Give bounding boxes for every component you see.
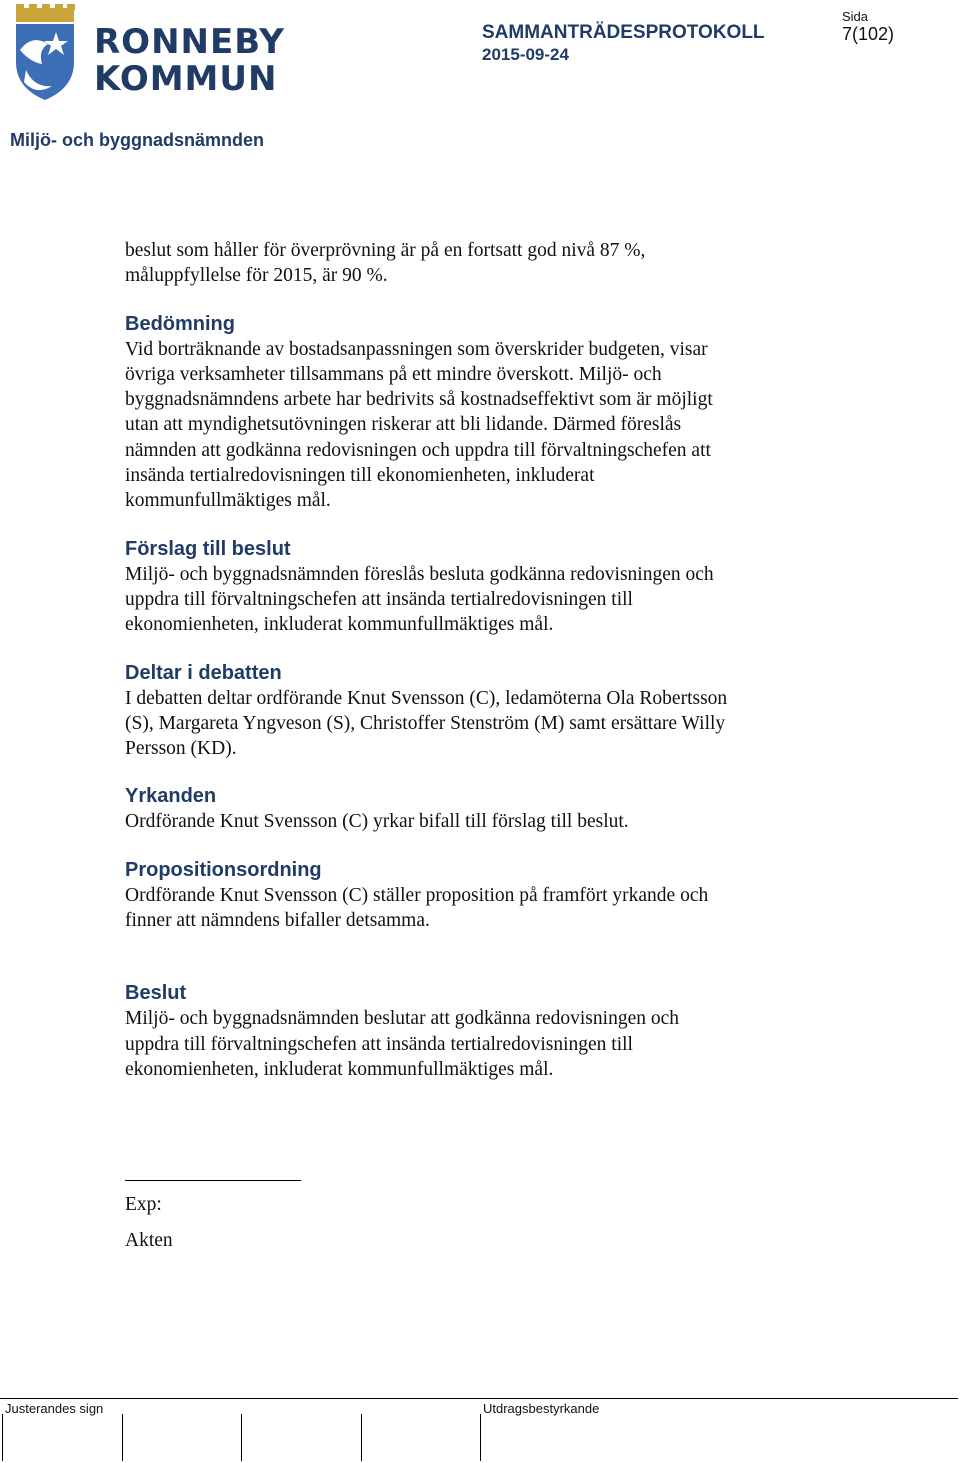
initials-box-divider bbox=[241, 1414, 242, 1461]
initials-box-divider bbox=[480, 1414, 481, 1461]
section-heading-bedomning: Bedömning bbox=[125, 312, 235, 335]
page-footer bbox=[0, 1398, 960, 1463]
ronneby-kommun-logo bbox=[12, 4, 285, 102]
text-line: uppdra till förvaltningschefen att insända tertialredovisningen till bbox=[125, 1033, 633, 1055]
section-text-yrkanden bbox=[125, 809, 825, 834]
text-line: Ordförande Knut Svensson (C) ställer proposition på framfört yrkande och bbox=[125, 884, 709, 906]
section-text-forslag bbox=[125, 562, 825, 638]
section-text-deltar bbox=[125, 686, 825, 762]
org-name-line2: KOMMUN bbox=[94, 59, 278, 99]
text-line: Ordförande Knut Svensson (C) yrkar bifall till förslag till beslut. bbox=[125, 811, 629, 833]
document-date: 2015-09-24 bbox=[482, 45, 569, 64]
text-line: ekonomienheten, inkluderat kommunfullmäktiges mål. bbox=[125, 1058, 554, 1080]
text-line: insända tertialredovisningen till ekonomienheten, inkluderat bbox=[125, 465, 595, 487]
intro-paragraph bbox=[125, 238, 825, 289]
intro-line: beslut som håller för överprövning är på en fortsatt god nivå 87 %, bbox=[125, 240, 646, 261]
initials-label: Justerandes sign bbox=[5, 1401, 104, 1416]
text-line: Miljö- och byggnadsnämnden beslutar att godkänna redovisningen och bbox=[125, 1008, 679, 1030]
section-heading-forslag: Förslag till beslut bbox=[125, 537, 291, 560]
section-heading-deltar: Deltar i debatten bbox=[125, 661, 282, 684]
expedition-label: Exp: bbox=[125, 1194, 162, 1215]
text-line: utan att myndighetsutövningen riskerar att bli lidande. Därmed föreslås bbox=[125, 414, 682, 436]
coat-of-arms-icon bbox=[12, 4, 82, 102]
text-line: (S), Margareta Yngveson (S), Christoffer Stenström (M) samt ersättare Willy bbox=[125, 712, 726, 734]
committee-name: Miljö- och byggnadsnämnden bbox=[10, 130, 265, 150]
footer-divider bbox=[0, 1398, 958, 1399]
signature-line bbox=[125, 1180, 301, 1181]
text-line: Miljö- och byggnadsnämnden föreslås besluta godkänna redovisningen och bbox=[125, 563, 714, 585]
text-line: uppdra till förvaltningschefen att insända tertialredovisningen till bbox=[125, 588, 633, 610]
text-line: Persson (KD). bbox=[125, 738, 237, 760]
intro-line: måluppfyllelse för 2015, är 90 %. bbox=[125, 265, 388, 287]
text-line: övriga verksamheter tillsammans på ett mindre överskott. Miljö- och bbox=[125, 363, 662, 385]
section-heading-yrkanden: Yrkanden bbox=[125, 785, 217, 808]
section-text-beslut bbox=[125, 1006, 825, 1082]
initials-box-divider bbox=[2, 1414, 3, 1461]
section-text-propositionsordning bbox=[125, 883, 825, 934]
page-label: Sida bbox=[842, 9, 869, 24]
text-line: nämnden att godkänna redovisningen och uppdra till förvaltningschefen att bbox=[125, 439, 711, 461]
protocol-body bbox=[125, 238, 825, 1082]
text-line: byggnadsnämndens arbete har bedrivits så kostnadseffektivt som är möjligt bbox=[125, 389, 713, 411]
document-title: SAMMANTRÄDESPROTOKOLL bbox=[482, 22, 765, 43]
text-line: ekonomienheten, inkluderat kommunfullmäktiges mål. bbox=[125, 614, 554, 636]
page-number: 7(102) bbox=[842, 24, 895, 44]
section-heading-beslut: Beslut bbox=[125, 982, 187, 1005]
initials-box-divider bbox=[361, 1414, 362, 1461]
text-line: Vid borträknande av bostadsanpassningen som överskrider budgeten, visar bbox=[125, 338, 708, 360]
text-line: I debatten deltar ordförande Knut Svensson (C), ledamöterna Ola Robertsson bbox=[125, 687, 728, 709]
text-line: kommunfullmäktiges mål. bbox=[125, 490, 331, 512]
org-name-line1: RONNEBY bbox=[94, 22, 285, 62]
initials-box-divider bbox=[122, 1414, 123, 1461]
text-line: finner att nämndens bifaller detsamma. bbox=[125, 910, 430, 932]
expedition-recipient: Akten bbox=[125, 1230, 173, 1251]
section-heading-propositionsordning: Propositionsordning bbox=[125, 858, 322, 881]
section-text-bedomning bbox=[125, 337, 825, 514]
extract-certification-label: Utdragsbestyrkande bbox=[483, 1401, 600, 1416]
